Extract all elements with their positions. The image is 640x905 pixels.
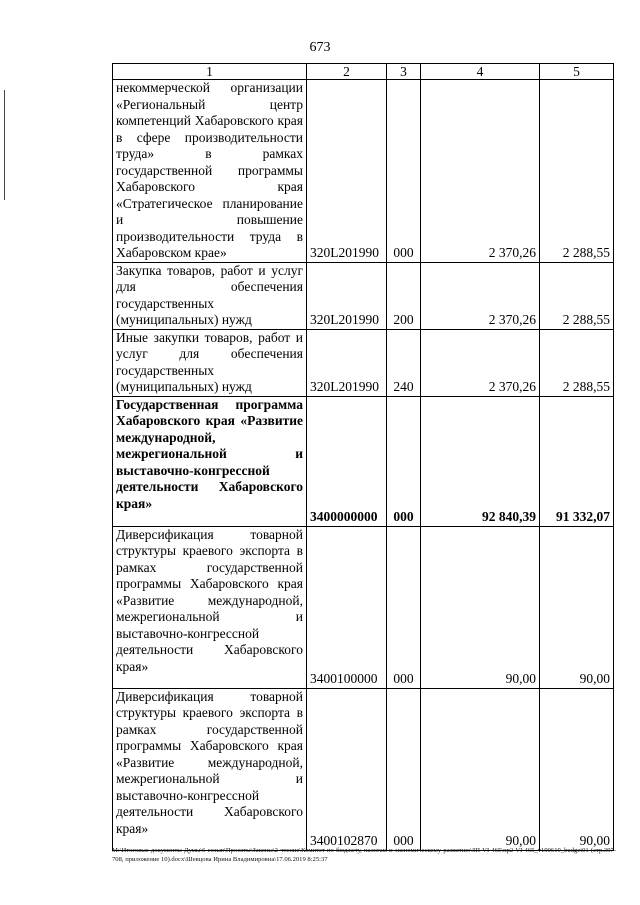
- row-value-1: 2 370,26: [421, 329, 540, 396]
- header-col-5: 5: [540, 64, 614, 80]
- row-name: Государственная программа Хабаровского края «Развитие международной, межрегиональной и выставочно-конгрессной деятельности Хабаровского края»: [113, 396, 307, 526]
- row-name: некоммерческой организации «Региональный центр компетенций Хабаровского края в сфере производительности труда» в рамках государственной программы Хабаровского края «Стратегическое планирование и повышение производительности труда в Хабаровском крае»: [113, 80, 307, 263]
- row-type: 000: [387, 396, 421, 526]
- row-value-2: 91 332,07: [540, 396, 614, 526]
- margin-mark: [4, 90, 5, 200]
- row-value-1: 90,00: [421, 688, 540, 850]
- budget-table: [112, 63, 614, 851]
- row-value-2: 90,00: [540, 688, 614, 850]
- row-type: 000: [387, 526, 421, 688]
- row-code: 320L201990: [307, 80, 387, 263]
- row-value-2: 2 288,55: [540, 262, 614, 329]
- row-name: Закупка товаров, работ и услуг для обеспечения государственных (муниципальных) нужд: [113, 262, 307, 329]
- table-row: [113, 688, 614, 850]
- row-name: Диверсификация товарной структуры краевого экспорта в рамках государственной программы Хабаровского края «Развитие международной, межрегиональной и выставочно-конгрессной деятельности Хабаровского края»: [113, 688, 307, 850]
- row-type: 200: [387, 262, 421, 329]
- document-footer-path: M:\Итоговые документы Думы\6 созыв\Проекты\Законы\2 чтение\Комитет по бюджету, налогам и экономическому развитию\ЗП-VI-465\пр2-VI-465_v190619_budget01 (стр.397-708, приложение 10).docx\Шевцова Ирина Владимировна\17.06.2019 8:25:37: [112, 847, 616, 863]
- row-value-2: 90,00: [540, 526, 614, 688]
- table-row: [113, 396, 614, 526]
- row-value-2: 2 288,55: [540, 80, 614, 263]
- row-code: 320L201990: [307, 262, 387, 329]
- table-header-row: [113, 64, 614, 80]
- row-value-2: 2 288,55: [540, 329, 614, 396]
- table-row: [113, 262, 614, 329]
- header-col-4: 4: [421, 64, 540, 80]
- page-number: 673: [309, 40, 331, 55]
- row-type: 000: [387, 80, 421, 263]
- row-code: 3400000000: [307, 396, 387, 526]
- row-name: Диверсификация товарной структуры краевого экспорта в рамках государственной программы Хабаровского края «Развитие международной, межрегиональной и выставочно-конгрессной деятельности Хабаровского края»: [113, 526, 307, 688]
- row-code: 320L201990: [307, 329, 387, 396]
- row-code: 3400100000: [307, 526, 387, 688]
- header-col-2: 2: [307, 64, 387, 80]
- table-row: [113, 80, 614, 263]
- row-value-1: 92 840,39: [421, 396, 540, 526]
- row-value-1: 90,00: [421, 526, 540, 688]
- row-code: 3400102870: [307, 688, 387, 850]
- budget-table-body: [113, 64, 614, 851]
- header-col-1: 1: [113, 64, 307, 80]
- row-name: Иные закупки товаров, работ и услуг для обеспечения государственных (муниципальных) нужд: [113, 329, 307, 396]
- row-type: 000: [387, 688, 421, 850]
- row-value-1: 2 370,26: [421, 80, 540, 263]
- row-type: 240: [387, 329, 421, 396]
- table-row: [113, 526, 614, 688]
- table-row: [113, 329, 614, 396]
- header-col-3: 3: [387, 64, 421, 80]
- row-value-1: 2 370,26: [421, 262, 540, 329]
